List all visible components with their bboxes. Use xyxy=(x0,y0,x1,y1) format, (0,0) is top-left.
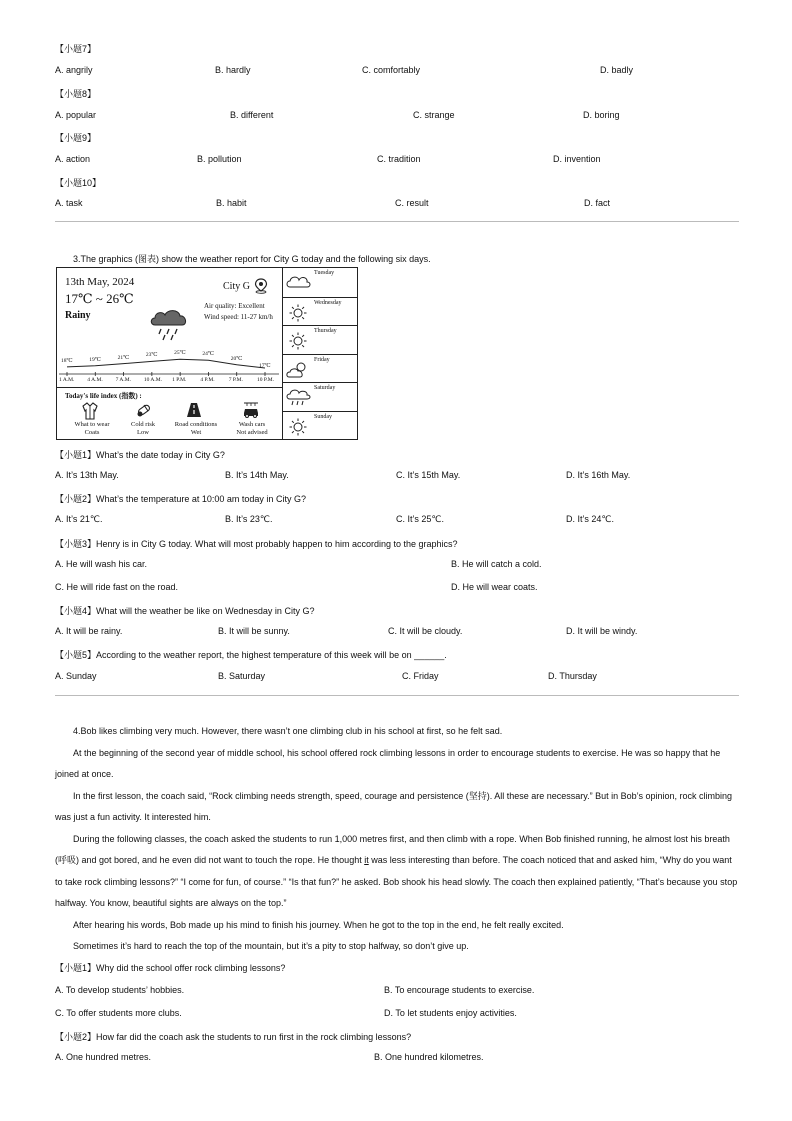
passage-text: was less interesting than before. The coach noticed that and asked him, “Why do you want to take rock climbing lessons?” “I come for fun, of course.” “Is that fun?” he asked. Bob shook his head slowly. The coach then explained patiently, “That’s because you stop halfway. You know, beautiful sights are always on the top.” xyxy=(55,855,738,908)
s4-q2-option-b[interactable]: B. One hundred kilometres. xyxy=(374,1052,484,1062)
pill-icon xyxy=(136,402,152,418)
temperature-label: 17℃ xyxy=(259,363,271,369)
time-label: 10 P.M. xyxy=(257,377,274,383)
weather-city: City G xyxy=(223,281,250,292)
q8-option-c[interactable]: C. strange xyxy=(413,110,455,120)
s4-q2-option-a[interactable]: A. One hundred metres. xyxy=(55,1052,152,1062)
q10-option-d[interactable]: D. fact xyxy=(584,198,611,208)
s3-q1-option-c[interactable]: C. It’s 15th May. xyxy=(396,470,461,480)
temperature-label: 19℃ xyxy=(89,356,101,363)
s4-q1-option-d[interactable]: D. To let students enjoy activities. xyxy=(384,1008,517,1018)
life-wear-value: Coats xyxy=(84,429,100,436)
q7-option-b[interactable]: B. hardly xyxy=(215,65,251,75)
s3-q1-option-b[interactable]: B. It’s 14th May. xyxy=(225,470,289,480)
life-index-cold xyxy=(123,421,163,437)
q8-option-a[interactable]: A. popular xyxy=(55,110,97,120)
forecast-day: Tuesday xyxy=(283,268,358,297)
life-index-road xyxy=(169,421,223,437)
s3-q2-option-a[interactable]: A. It’s 21℃. xyxy=(55,514,103,524)
time-label: 10 A.M. xyxy=(143,377,163,383)
q7-option-d[interactable]: D. badly xyxy=(600,65,634,75)
partly-cloudy-icon xyxy=(286,360,312,379)
passage-paragraph: In the first lesson, the coach said, “Rock climbing needs strength, speed, courage and persistence (坚持). All these are necessary.” But in Bob’s opinion, rock climbing was just a fun activity. It interested him. xyxy=(55,790,732,822)
passage-paragraph: After hearing his words, Bob made up his mind to finish his journey. When he got to the top in the end, he felt really excited. xyxy=(73,919,564,930)
forecast-day: Saturday xyxy=(283,382,358,411)
sun-icon xyxy=(286,417,312,436)
s3-q2-option-b[interactable]: B. It’s 23℃. xyxy=(225,514,273,524)
panel-divider xyxy=(57,387,283,388)
road-icon xyxy=(186,402,202,418)
q8-option-d[interactable]: D. boring xyxy=(583,110,620,120)
s3-q5-option-d[interactable]: D. Thursday xyxy=(548,671,597,681)
rain-cloud-icon xyxy=(149,305,191,341)
temperature-label: 23℃ xyxy=(145,352,158,359)
s3-q3-option-d[interactable]: D. He will wear coats. xyxy=(451,582,538,592)
air-quality: Air quality: Excellent xyxy=(204,302,265,310)
life-wash-value: Not advised xyxy=(236,429,268,436)
s3-q2-option-d[interactable]: D. It’s 24℃. xyxy=(566,514,614,524)
s3-q4-option-b[interactable]: B. It will be sunny. xyxy=(218,626,290,636)
section-3-intro: 3.The graphics (图表) show the weather report for City G today and the following six days. xyxy=(73,254,431,264)
question-7-tag: 【小题7】 xyxy=(55,44,97,54)
s3-q3-stem: 【小题3】Henry is in City G today. What will most probably happen to him according to the graphics? xyxy=(55,539,458,549)
time-label: 7 P.M. xyxy=(228,377,243,383)
s4-q1-option-c[interactable]: C. To offer students more clubs. xyxy=(55,1008,182,1018)
temperature-label: 18℃ xyxy=(61,357,73,364)
forecast-day: Sunday xyxy=(283,411,358,440)
wind-speed: Wind speed: 11-27 km/h xyxy=(204,313,273,321)
s3-q1-option-d[interactable]: D. It’s 16th May. xyxy=(566,470,631,480)
s3-q1-option-a[interactable]: A. It’s 13th May. xyxy=(55,470,119,480)
life-road-name: Road conditions xyxy=(174,421,218,428)
s3-q1-stem: 【小题1】What’s the date today in City G? xyxy=(55,450,225,460)
life-wash-name: Wash cars xyxy=(238,421,266,428)
weather-report-graphic xyxy=(56,267,358,440)
reading-passage-4 xyxy=(55,721,739,979)
q10-option-a[interactable]: A. task xyxy=(55,198,83,208)
s3-q4-option-c[interactable]: C. It will be cloudy. xyxy=(388,626,463,636)
underlined-word-it: it xyxy=(364,855,369,865)
s3-q3-option-b[interactable]: B. He will catch a cold. xyxy=(451,559,542,569)
s3-q2-option-c[interactable]: C. It’s 25℃. xyxy=(396,514,444,524)
temperature-label: 25℃ xyxy=(174,350,186,357)
q10-option-c[interactable]: C. result xyxy=(395,198,429,208)
sun-icon xyxy=(286,303,312,322)
rain-icon xyxy=(286,388,312,407)
s4-q2-stem: 【小题2】How far did the coach ask the students to run first in the rock climbing lessons? xyxy=(55,1032,412,1042)
life-index-wash xyxy=(229,421,275,437)
life-cold-value: Low xyxy=(137,429,149,436)
weather-condition: Rainy xyxy=(65,310,91,321)
q9-option-d[interactable]: D. invention xyxy=(553,154,601,164)
car-wash-icon xyxy=(242,402,260,418)
weather-range: 17℃ ~ 26℃ xyxy=(65,291,134,306)
coat-icon xyxy=(82,402,98,420)
passage-paragraph: 4.Bob likes climbing very much. However, there wasn’t one climbing club in his school at first, so he felt sad. xyxy=(73,726,503,736)
passage-paragraph xyxy=(55,829,739,915)
q9-option-c[interactable]: C. tradition xyxy=(377,154,421,164)
cloud-icon xyxy=(286,273,312,292)
s3-q4-option-a[interactable]: A. It will be rainy. xyxy=(55,626,123,636)
passage-paragraph: At the beginning of the second year of middle school, his school offered rock climbing lessons in order to encourage students to exercise. He was so happy that he joined at once. xyxy=(55,747,721,779)
time-label: 7 A.M. xyxy=(115,377,131,383)
temperature-curve xyxy=(57,344,283,390)
life-index-wear xyxy=(72,421,112,437)
question-9-tag: 【小题9】 xyxy=(55,133,97,143)
s4-q1-stem: 【小题1】Why did the school offer rock climbing lessons? xyxy=(55,962,286,973)
s3-q5-option-a[interactable]: A. Sunday xyxy=(55,671,97,681)
temperature-label: 21℃ xyxy=(117,354,130,361)
q9-option-a[interactable]: A. action xyxy=(55,154,91,164)
life-wear-name: What to wear xyxy=(74,421,110,428)
passage-text: During the following classes, the coach asked the students to run 1,000 metres first, and then climb with a rope. When Bob finished running, he almost lost his breath (呼吸) and got bored, and he even did not want to touch the rope. He thought xyxy=(55,833,730,865)
temperature-label: 24℃ xyxy=(202,351,215,358)
location-pin-icon xyxy=(254,278,268,294)
time-label: 1 A.M. xyxy=(59,377,75,383)
time-label: 1 P.M. xyxy=(172,377,187,383)
forecast-day: Friday xyxy=(283,354,358,383)
question-8-tag: 【小题8】 xyxy=(55,89,97,99)
s3-q4-option-d[interactable]: D. It will be windy. xyxy=(566,626,638,636)
sun-icon xyxy=(286,331,312,350)
forecast-day: Thursday xyxy=(283,325,358,354)
s3-q5-option-b[interactable]: B. Saturday xyxy=(218,671,266,681)
life-cold-name: Cold risk xyxy=(130,421,156,428)
passage-paragraph: Sometimes it’s hard to reach the top of the mountain, but it’s a pity to stop halfway, so don’t give up. xyxy=(73,941,469,951)
q9-option-b[interactable]: B. pollution xyxy=(197,154,242,164)
section-divider xyxy=(55,695,739,696)
question-10-tag: 【小题10】 xyxy=(55,178,102,188)
q10-option-b[interactable]: B. habit xyxy=(216,198,247,208)
s4-q1-option-b[interactable]: B. To encourage students to exercise. xyxy=(384,985,535,995)
s3-q5-option-c[interactable]: C. Friday xyxy=(402,671,439,681)
s3-q3-option-c[interactable]: C. He will ride fast on the road. xyxy=(55,582,179,592)
life-index-title: Today's life index (指数) : xyxy=(65,392,142,400)
q7-option-c[interactable]: C. comfortably xyxy=(362,65,421,75)
section-divider xyxy=(55,221,739,222)
q8-option-b[interactable]: B. different xyxy=(230,110,274,120)
s3-q2-stem: 【小题2】What’s the temperature at 10:00 am today in City G? xyxy=(55,494,306,504)
weather-date: 13th May, 2024 xyxy=(65,276,135,288)
s4-q1-option-a[interactable]: A. To develop students’ hobbies. xyxy=(55,985,185,995)
forecast-day: Wednesday xyxy=(283,297,358,326)
q7-option-a[interactable]: A. angrily xyxy=(55,65,93,75)
temperature-label: 20℃ xyxy=(230,355,243,362)
time-label: 4 A.M. xyxy=(87,377,103,383)
s3-q5-stem: 【小题5】According to the weather report, the highest temperature of this week will be on ______. xyxy=(55,650,447,660)
time-label: 4 P.M. xyxy=(200,377,215,383)
s3-q3-option-a[interactable]: A. He will wash his car. xyxy=(55,559,148,569)
life-road-value: Wet xyxy=(190,429,202,436)
s3-q4-stem: 【小题4】What will the weather be like on Wednesday in City G? xyxy=(55,606,315,616)
